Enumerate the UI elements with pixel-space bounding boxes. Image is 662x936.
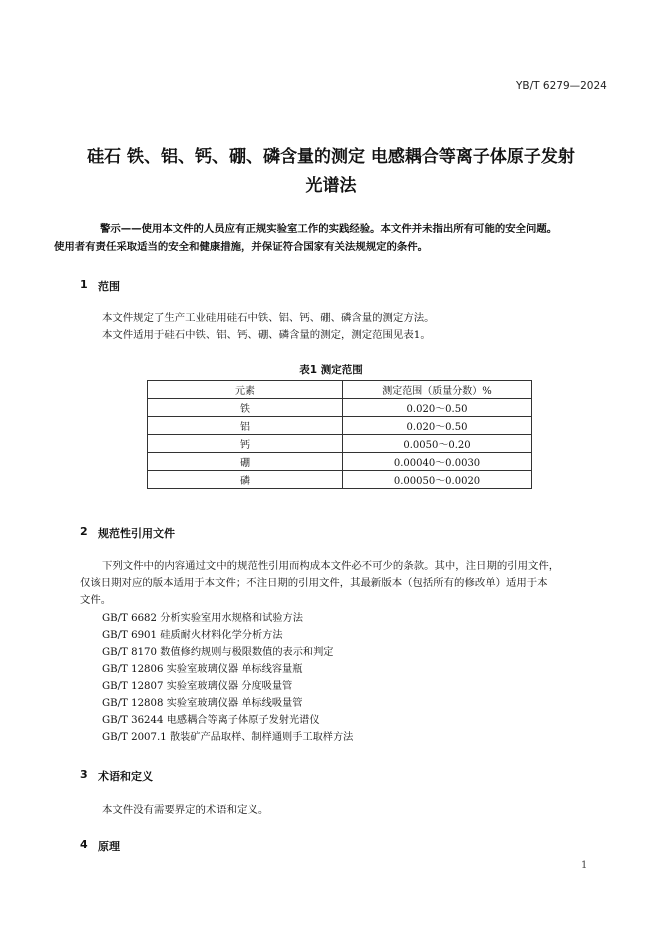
table-row — [148, 471, 532, 489]
table-row — [148, 399, 532, 417]
table-header-cell: 测定范围（质量分数）% — [343, 381, 532, 399]
element-cell: 铁 — [148, 399, 343, 417]
section-2-heading — [80, 525, 380, 541]
section-2-body — [80, 558, 632, 609]
list-item: GB/T 12807 实验室玻璃仪器 分度吸量管 — [102, 681, 293, 692]
section-1-body — [80, 310, 630, 344]
table-row — [148, 417, 532, 435]
element-cell: 铝 — [148, 417, 343, 435]
section-3-title: 术语和定义 — [98, 770, 153, 783]
warning-line-2: 使用者有责任采取适当的安全和健康措施，并保证符合国家有关法规规定的条件。 — [54, 241, 429, 253]
section-1-heading — [80, 278, 380, 294]
scope-paragraph-2: 本文件适用于硅石中铁、铝、钙、硼、磷含量的测定，测定范围见表1。 — [102, 329, 431, 341]
list-item: GB/T 8170 数值修约规则与极限数值的表示和判定 — [102, 647, 334, 658]
element-cell: 硼 — [148, 453, 343, 471]
table-row — [148, 435, 532, 453]
range-cell: 0.00050～0.0020 — [343, 471, 532, 489]
element-cell: 钙 — [148, 435, 343, 453]
warning-line-1: 警示——使用本文件的人员应有正规实验室工作的实践经验。本文件并未指出所有可能的安全问题。 — [100, 223, 558, 235]
range-cell: 0.020～0.50 — [343, 399, 532, 417]
list-item: GB/T 2007.1 散装矿产品取样、制样通则手工取样方法 — [102, 732, 354, 743]
normative-para-line-3: 文件。 — [80, 594, 112, 606]
normative-para-line-2: 仅该日期对应的版本适用于本文件；不注日期的引用文件，其最新版本（包括所有的修改单）适用于本 — [80, 577, 548, 589]
list-item: GB/T 36244 电感耦合等离子体原子发射光谱仪 — [102, 715, 320, 726]
section-3-number: 3 — [80, 768, 88, 781]
page-number: 1 — [581, 860, 588, 871]
measurement-range-table — [147, 380, 532, 489]
section-4-title: 原理 — [98, 840, 120, 853]
title-line-1: 硅石 铁、铝、钙、硼、磷含量的测定 电感耦合等离子体原子发射 — [87, 147, 575, 167]
element-cell: 磷 — [148, 471, 343, 489]
safety-warning — [54, 220, 628, 256]
table-caption: 表1 测定范围 — [299, 364, 363, 376]
reference-list — [102, 610, 353, 746]
section-2-title: 规范性引用文件 — [98, 527, 175, 540]
list-item: GB/T 6901 硅质耐火材料化学分析方法 — [102, 630, 283, 641]
section-2-number: 2 — [80, 525, 88, 538]
list-item: GB/T 6682 分析实验室用水规格和试验方法 — [102, 613, 303, 624]
range-cell: 0.00040～0.0030 — [343, 453, 532, 471]
section-3-heading — [80, 768, 380, 784]
table-header-row — [148, 381, 532, 399]
section-4-heading — [80, 838, 380, 854]
list-item: GB/T 12806 实验室玻璃仪器 单标线容量瓶 — [102, 664, 303, 675]
range-cell: 0.0050～0.20 — [343, 435, 532, 453]
table-header-cell: 元素 — [148, 381, 343, 399]
document-title — [40, 143, 622, 201]
title-line-2: 光谱法 — [305, 176, 357, 196]
scope-paragraph-1: 本文件规定了生产工业硅用硅石中铁、铝、钙、硼、磷含量的测定方法。 — [102, 312, 435, 324]
standard-code: YB/T 6279—2024 — [516, 80, 607, 92]
section-1-title: 范围 — [98, 280, 120, 293]
section-1-number: 1 — [80, 278, 88, 291]
normative-para-line-1: 下列文件中的内容通过文中的规范性引用而构成本文件必不可少的条款。其中，注日期的引用文件， — [102, 560, 560, 572]
section-4-number: 4 — [80, 838, 88, 851]
section-3-body — [80, 802, 630, 819]
range-cell: 0.020～0.50 — [343, 417, 532, 435]
list-item: GB/T 12808 实验室玻璃仪器 单标线吸量管 — [102, 698, 303, 709]
table-row — [148, 453, 532, 471]
terms-paragraph: 本文件没有需要界定的术语和定义。 — [102, 804, 269, 816]
